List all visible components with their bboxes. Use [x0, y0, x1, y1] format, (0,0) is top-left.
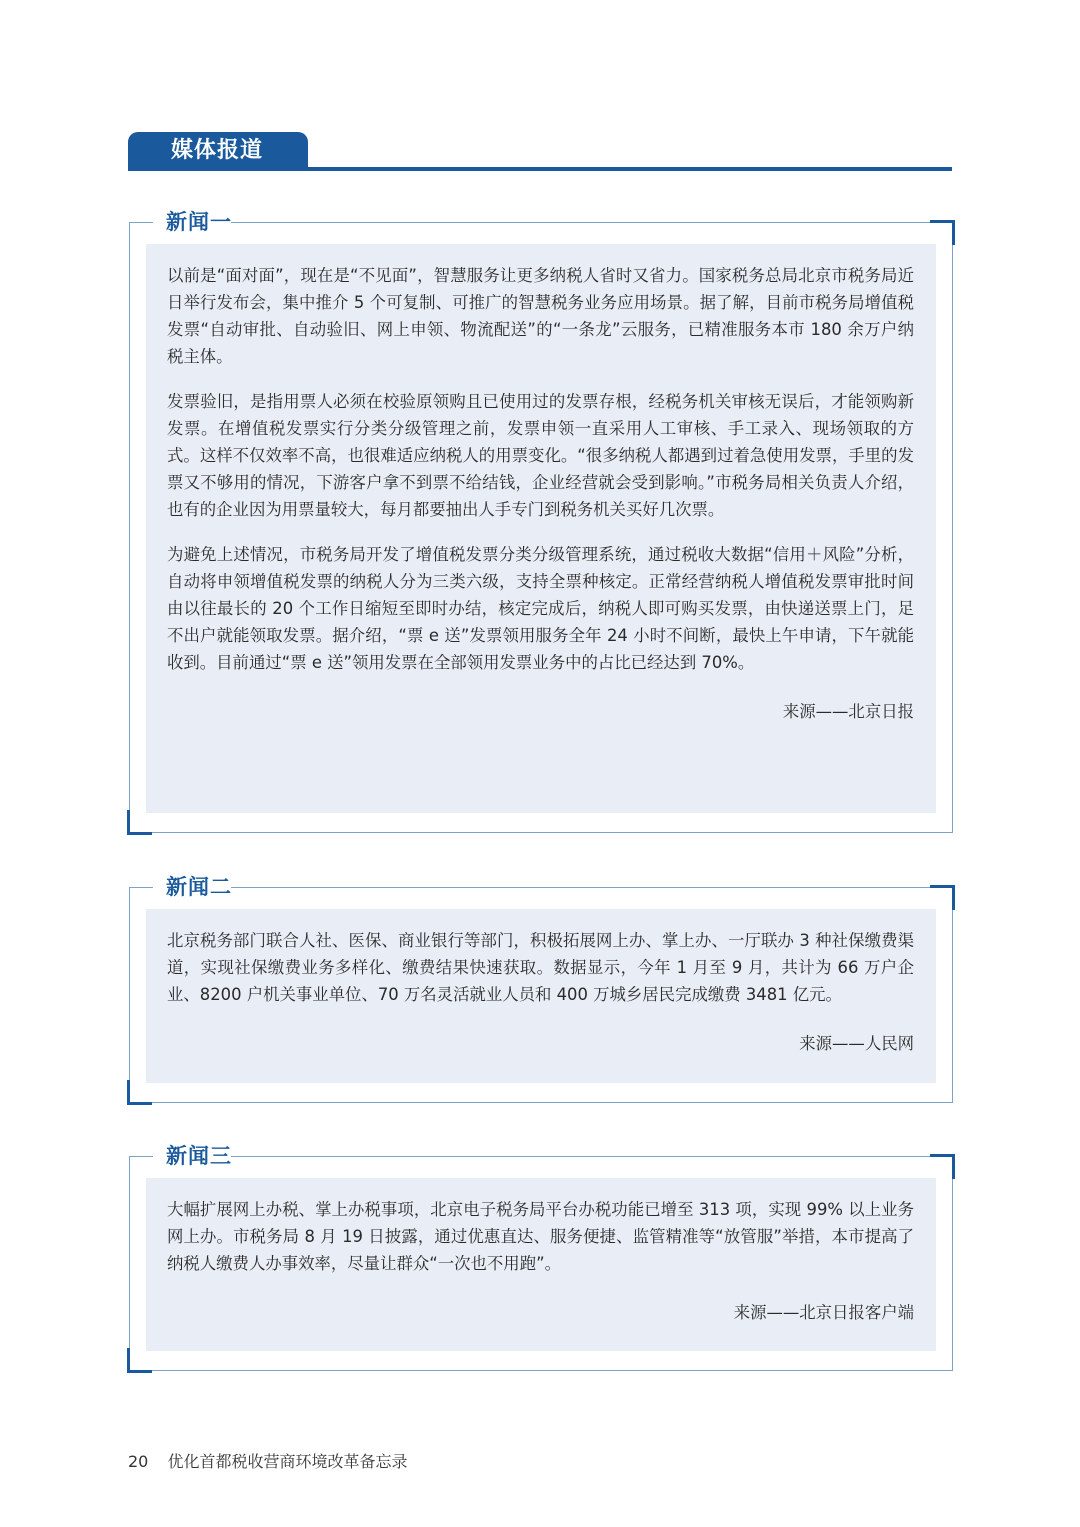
news-source: 来源——北京日报客户端 [733, 1303, 914, 1322]
book-title: 优化首都税收营商环境改革备忘录 [167, 1452, 408, 1471]
news-title: 新闻二 [166, 875, 232, 899]
corner-accent [127, 810, 152, 835]
news-card-1 [129, 210, 953, 833]
section-header [128, 132, 952, 172]
news-body [146, 244, 936, 813]
section-rule [128, 167, 952, 171]
news-source: 来源——人民网 [799, 1034, 914, 1053]
news-source: 来源——北京日报 [782, 702, 914, 721]
news-card-3 [129, 1144, 953, 1371]
news-paragraph: 为避免上述情况，市税务局开发了增值税发票分类分级管理系统，通过税收大数据“信用＋风险”分析，自动将申领增值税发票的纳税人分为三类六级，支持全票种核定。正常经营纳税人增值税发票审批时间由以往最长的 20 个工作日缩短至即时办结，核定完成后，纳税人即可购买发票，由快递送票上门，足不出户就能领取发票。据介绍，“票 e 送”发票领用服务全年 24 小时不间断，最快上午申请，下午就能收到。目前通过“票 e 送”领用发票在全部领用发票业务中的占比已经达到 70%。 [167, 545, 914, 672]
corner-accent [930, 885, 955, 910]
news-paragraph: 发票验旧，是指用票人必须在校验原领购且已使用过的发票存根，经税务机关审核无误后，才能领购新发票。在增值税发票实行分类分级管理之前，发票申领一直采用人工审核、手工录入、现场领取的方式。这样不仅效率不高，也很难适应纳税人的用票变化。“很多纳税人都遇到过着急使用发票，手里的发票又不够用的情况，下游客户拿不到票不给结钱，企业经营就会受到影响。”市税务局相关负责人介绍，也有的企业因为用票量较大，每月都要抽出人手专门到税务机关买好几次票。 [167, 392, 914, 519]
page-footer [128, 1449, 407, 1472]
news-paragraph: 大幅扩展网上办税、掌上办税事项，北京电子税务局平台办税功能已增至 313 项，实现 99% 以上业务网上办。市税务局 8 月 19 日披露，通过优惠直达、服务便捷、监管精准等“放管服”举措，本市提高了纳税人缴费人办事效率，尽量让群众“一次也不用跑”。 [167, 1200, 914, 1273]
news-paragraph: 以前是“面对面”，现在是“不见面”，智慧服务让更多纳税人省时又省力。国家税务总局北京市税务局近日举行发布会，集中推介 5 个可复制、可推广的智慧税务业务应用场景。据了解，目前市税务局增值税发票“自动审批、自动验旧、网上申领、物流配送”的“一条龙”云服务，已精准服务本市 180 余万户纳税主体。 [167, 266, 914, 366]
news-card-2 [129, 875, 953, 1103]
page-number: 20 [128, 1452, 149, 1471]
news-body [146, 909, 936, 1083]
news-title: 新闻一 [166, 210, 232, 234]
corner-accent [127, 1080, 152, 1105]
news-title: 新闻三 [166, 1144, 232, 1168]
corner-accent [127, 1348, 152, 1373]
section-title: 媒体报道 [128, 132, 308, 168]
corner-accent [930, 1154, 955, 1179]
news-body [146, 1178, 936, 1351]
news-paragraph: 北京税务部门联合人社、医保、商业银行等部门，积极拓展网上办、掌上办、一厅联办 3 种社保缴费渠道，实现社保缴费业务多样化、缴费结果快速获取。数据显示，今年 1 月至 9 月，共计为 66 万户企业、8200 户机关事业单位、70 万名灵活就业人员和 400 万城乡居民完成缴费 3481 亿元。 [167, 931, 914, 1004]
corner-accent [930, 220, 955, 245]
